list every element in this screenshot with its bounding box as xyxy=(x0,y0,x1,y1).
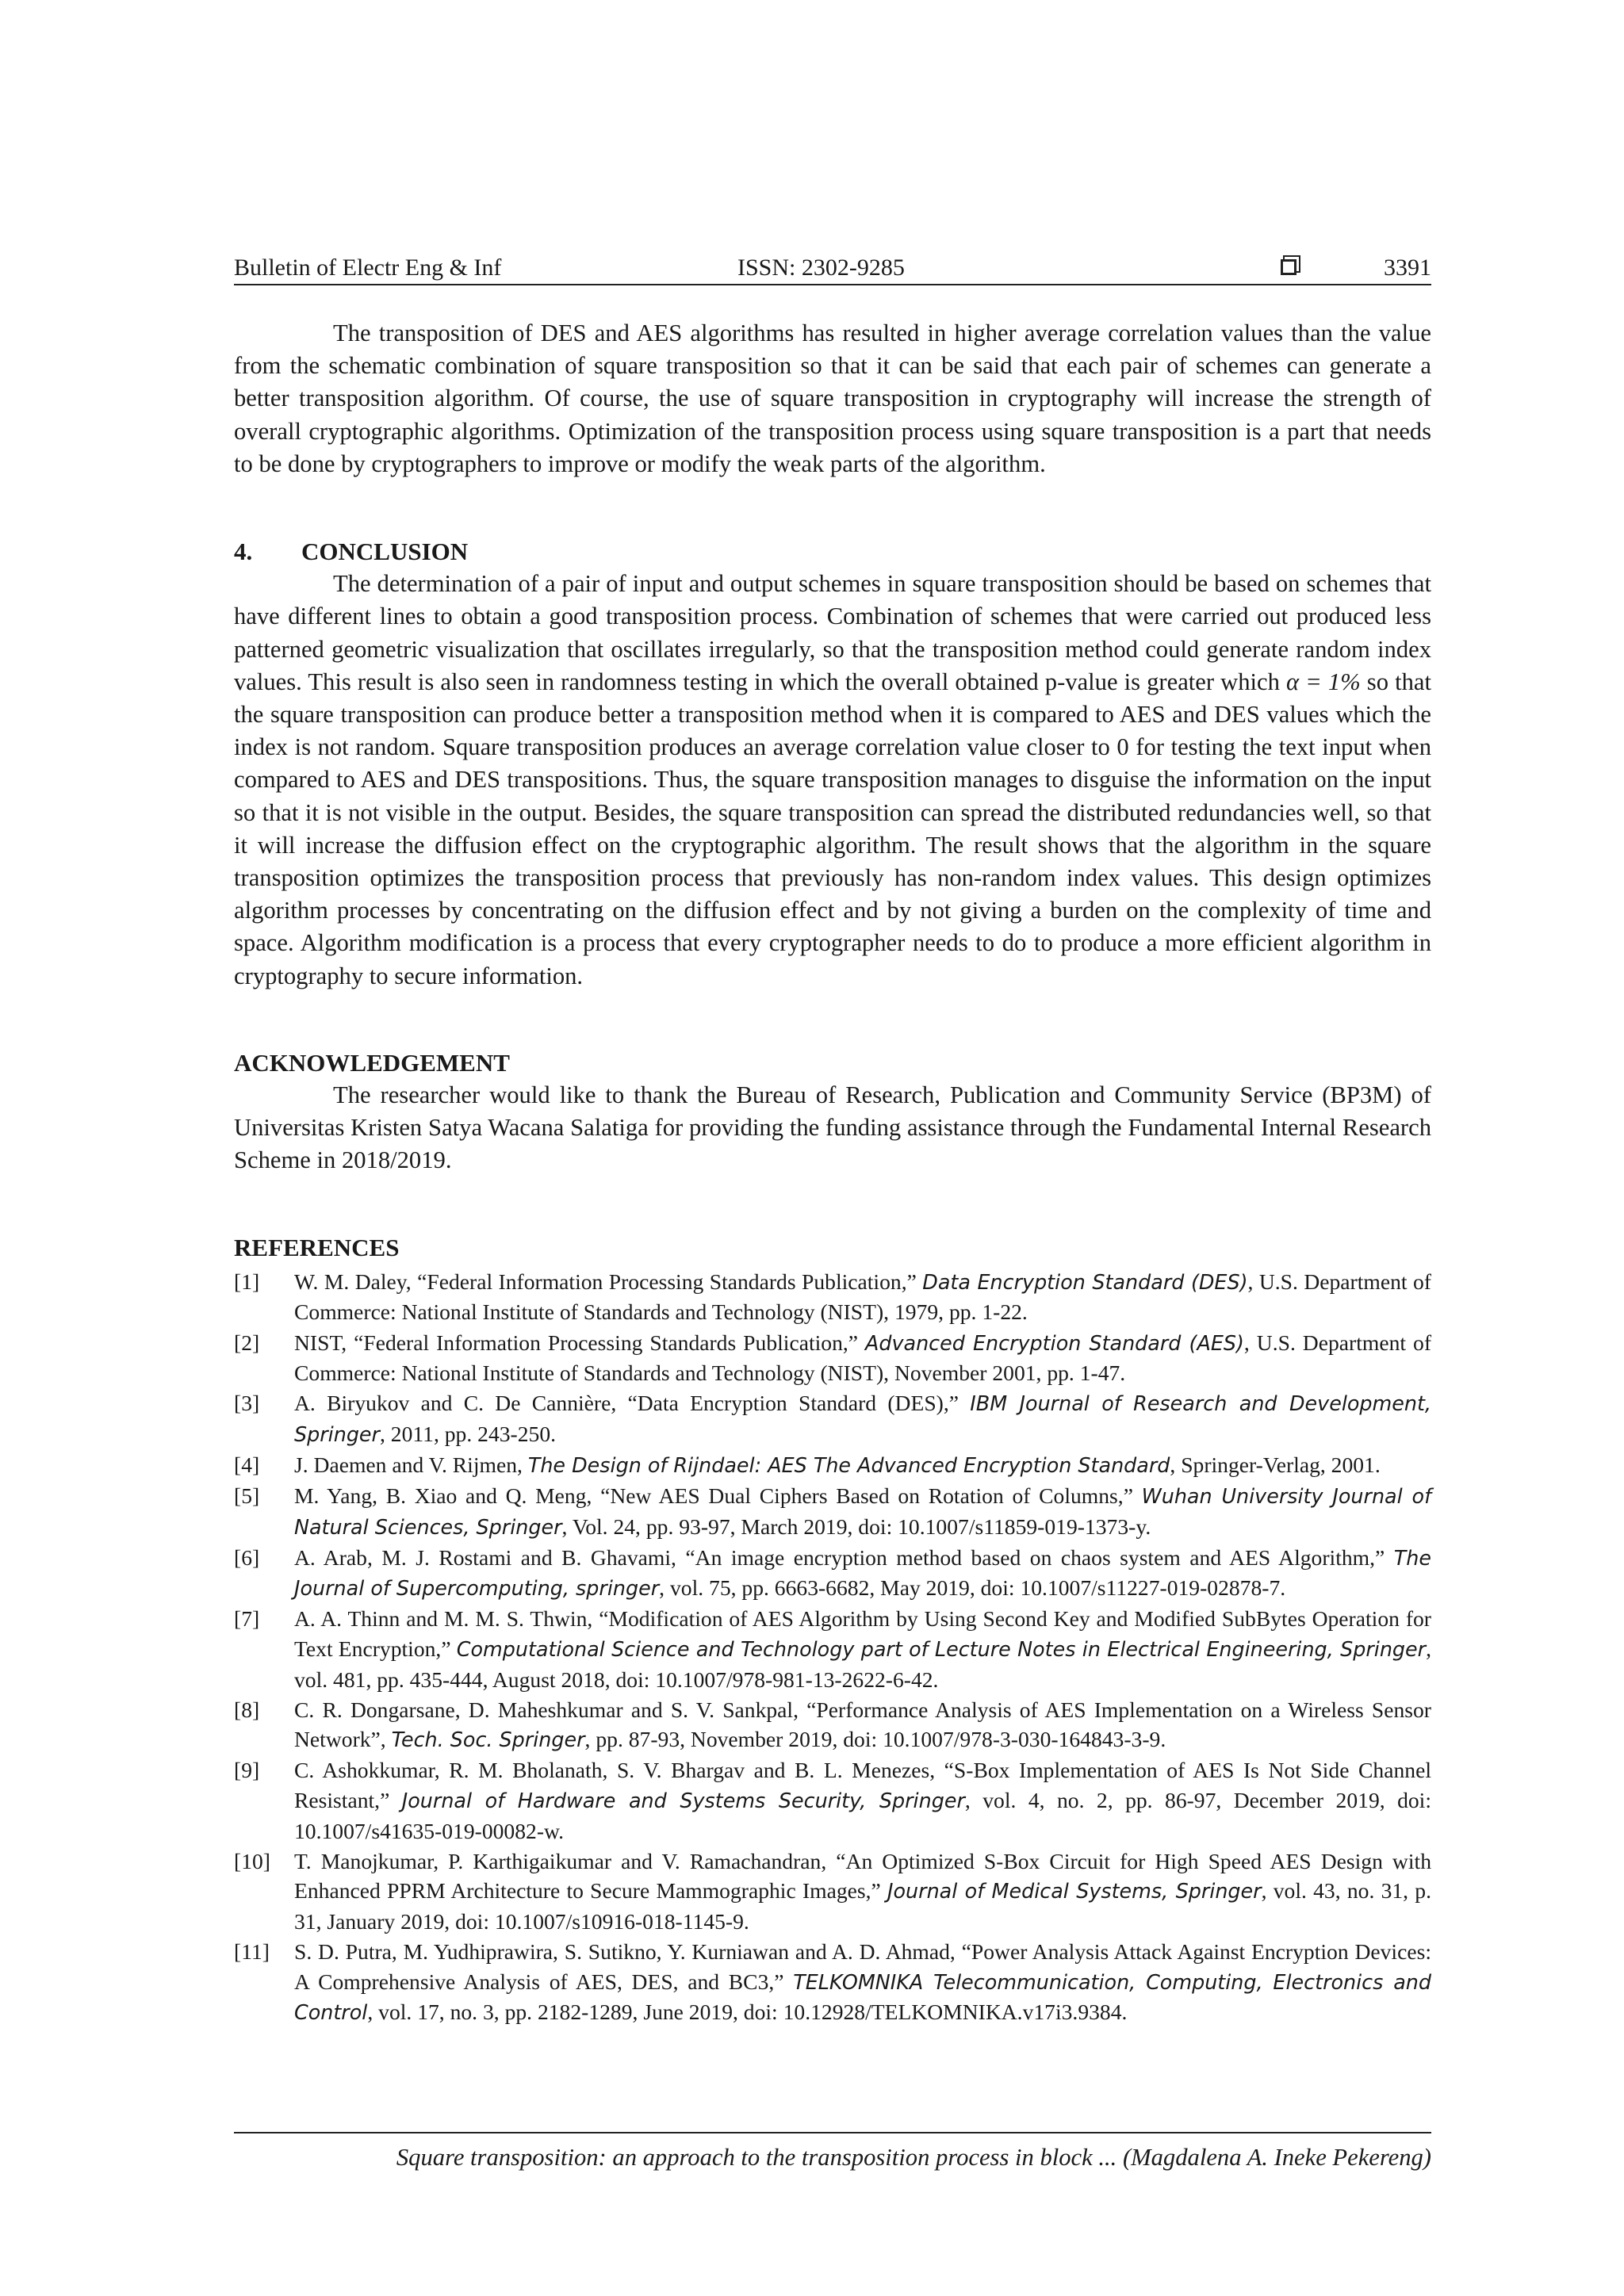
reference-venue: The Journal of Supercomputing, springer xyxy=(294,1545,1431,1601)
reference-venue: Computational Science and Technology part of Lecture Notes in Electrical Engineering, Springer xyxy=(456,1637,1427,1661)
reference-label: [8] xyxy=(234,1697,260,1722)
reference-details: , U.S. Department of Commerce: National Institute of Standards and Technology (NIST), 1979, pp. 1-22. xyxy=(294,1269,1431,1325)
square-box-icon xyxy=(1281,259,1297,275)
acknowledgement-paragraph: The researcher would like to thank the Bureau of Research, Publication and Community Service (BP3M) of Universitas Kristen Satya Wacana Salatiga for providing the funding assistance through the Fundamental Internal Research Scheme in 2018/2019. xyxy=(234,1081,1431,1174)
reference-authors-title: S. D. Putra, M. Yudhiprawira, S. Sutikno, Y. Kurniawan and A. D. Ahmad, “Power Analysis Attack Against Encryption Devices: A Comprehensive Analysis of AES, DES, and BC3,” xyxy=(294,1938,1431,1994)
reference-item xyxy=(234,1846,1431,1937)
page-body xyxy=(234,252,1431,2028)
section-heading-acknowledgement: ACKNOWLEDGEMENT xyxy=(234,1048,510,1077)
reference-label: [3] xyxy=(234,1391,260,1416)
reference-item xyxy=(234,1755,1431,1846)
reference-authors-title: W. M. Daley, “Federal Information Processing Standards Publication,” xyxy=(294,1269,923,1294)
reference-details: , vol. 43, no. 31, p. 31, January 2019, doi: 10.1007/s10916-018-1145-9. xyxy=(294,1878,1431,1934)
section-heading-references: REFERENCES xyxy=(234,1233,400,1261)
reference-details: , Springer-Verlag, 2001. xyxy=(1170,1452,1381,1477)
reference-details: , pp. 87-93, November 2019, doi: 10.1007/978-3-030-164843-3-9. xyxy=(584,1727,1166,1752)
reference-details: , U.S. Department of Commerce: National Institute of Standards and Technology (NIST), November 2001, pp. 1-47. xyxy=(294,1330,1432,1386)
reference-label: [5] xyxy=(234,1483,260,1509)
reference-details: , vol. 75, pp. 6663-6682, May 2019, doi: 10.1007/s11227-019-02878-7. xyxy=(659,1575,1286,1601)
reference-authors-title: T. Manojkumar, P. Karthigaikumar and V. Ramachandran, “An Optimized S-Box Circuit for High Speed AES Design with Enhanced PPRM Architecture to Secure Mammographic Images,” xyxy=(294,1848,1431,1904)
page-number: 3391 xyxy=(1384,254,1431,281)
reference-label: [7] xyxy=(234,1606,260,1632)
reference-label: [1] xyxy=(234,1269,260,1294)
reference-details: , Vol. 24, pp. 93-97, March 2019, doi: 10.1007/s11859-019-1373-y. xyxy=(561,1513,1151,1539)
reference-venue: Data Encryption Standard (DES) xyxy=(922,1269,1248,1294)
reference-authors-title: A. Biryukov and C. De Cannière, “Data Encryption Standard (DES),” xyxy=(294,1391,971,1416)
reference-venue: Journal of Hardware and Systems Security, Springer xyxy=(401,1788,965,1812)
reference-details: , vol. 481, pp. 435-444, August 2018, doi: 10.1007/978-981-13-2622-6-42. xyxy=(294,1636,1431,1692)
reference-item xyxy=(234,1328,1431,1388)
intro-paragraph: The transposition of DES and AES algorithms has resulted in higher average correlation values than the value from the schematic combination of square transposition so that it can be said that each pair of schemes can generate a better transposition algorithm. Of course, the use of square transposition in cryptography will increase the strength of overall cryptographic algorithms. Optimization of the transposition process using square transposition is a part that needs to be done by cryptographers to improve or modify the weak parts of the algorithm. xyxy=(234,320,1431,477)
reference-authors-title: M. Yang, B. Xiao and Q. Meng, “New AES Dual Ciphers Based on Rotation of Columns,” xyxy=(294,1483,1142,1509)
reference-item xyxy=(234,1481,1431,1542)
section-number: 4. xyxy=(234,538,253,566)
reference-label: [2] xyxy=(234,1330,260,1355)
reference-details: , 2011, pp. 243-250. xyxy=(380,1421,557,1446)
reference-item xyxy=(234,1267,1431,1327)
reference-item xyxy=(234,1543,1431,1604)
reference-venue: The Design of Rijndael: AES The Advanced Encryption Standard xyxy=(527,1452,1170,1477)
journal-name: Bulletin of Electr Eng & Inf xyxy=(234,254,502,281)
reference-item xyxy=(234,1695,1431,1755)
section-heading-conclusion xyxy=(234,535,1431,568)
reference-authors-title: A. Arab, M. J. Rostami and B. Ghavami, “An image encryption method based on chaos system and AES Algorithm,” xyxy=(294,1544,1394,1570)
reference-authors-title: NIST, “Federal Information Processing Standards Publication,” xyxy=(294,1330,865,1355)
reference-label: [10] xyxy=(234,1848,270,1873)
reference-details: , vol. 17, no. 3, pp. 2182-1289, June 2019, doi: 10.12928/TELKOMNIKA.v17i3.9384. xyxy=(367,1999,1128,2025)
reference-venue: Wuhan University Journal of Natural Sciences, Springer xyxy=(294,1484,1432,1539)
conclusion-text-1: The determination of a pair of input and output schemes in square transposition should be based on schemes that have different lines to obtain a good transposition process. Combination of schemes that were carried out produced less patterned geometric visualization that oscillates irregularly, so that the transposition method could generate random index values. This result is also seen in randomness testing in which the overall obtained p-value is greater which xyxy=(234,570,1431,695)
reference-venue: Journal of Medical Systems, Springer xyxy=(887,1879,1262,1904)
reference-authors-title: J. Daemen and V. Rijmen, xyxy=(294,1452,528,1477)
reference-venue: Tech. Soc. Springer xyxy=(391,1728,585,1752)
reference-venue: TELKOMNIKA Telecommunication, Computing, Electronics and Control xyxy=(294,1969,1431,2025)
reference-venue: Advanced Encryption Standard (AES) xyxy=(865,1330,1244,1355)
reference-label: [6] xyxy=(234,1544,260,1570)
reference-item xyxy=(234,1604,1431,1694)
reference-authors-title: A. A. Thinn and M. M. S. Thwin, “Modification of AES Algorithm by Using Second Key and Modified SubBytes Operation for Text Encryption,” xyxy=(294,1606,1431,1661)
conclusion-text-2: so that the square transposition can produce better a transposition method when it is compared to AES and DES values which the index is not random. Square transposition produces an average correlation value closer to 0 for testing the text input when compared to AES and DES transpositions. Thus, the square transposition manages to disguise the information on the input so that it is not visible in the output. Besides, the square transposition can spread the distributed redundancies well, so that it will increase the diffusion effect on the cryptographic algorithm. The result shows that the algorithm in the square transposition optimizes the transposition process that previously has non-random index values. This design optimizes algorithm processes by concentrating on the diffusion effect and by not giving a burden on the complexity of time and space. Algorithm modification is a process that every cryptographer needs to do to produce a more efficient algorithm in cryptography to secure information. xyxy=(234,668,1431,989)
running-footer: Square transposition: an approach to the transposition process in block ... (Magdalena A. Ineke Pekereng) xyxy=(234,2132,1431,2174)
reference-item xyxy=(234,1388,1431,1449)
section-title: CONCLUSION xyxy=(301,538,469,566)
reference-authors-title: C. R. Dongarsane, D. Maheshkumar and S. V. Sankpal, “Performance Analysis of AES Implementation on a Wireless Sensor Network”, xyxy=(294,1697,1431,1752)
reference-item xyxy=(234,1937,1431,2028)
reference-list xyxy=(234,1267,1431,2028)
issn: ISSN: 2302-9285 xyxy=(737,254,905,281)
reference-details: , vol. 4, no. 2, pp. 86-97, December 2019, doi: 10.1007/s41635-019-00082-w. xyxy=(294,1787,1432,1843)
conclusion-paragraph xyxy=(234,568,1431,993)
reference-venue: IBM Journal of Research and Development, Springer xyxy=(294,1391,1431,1446)
reference-authors-title: C. Ashokkumar, R. M. Bholanath, S. V. Bhargav and B. L. Menezes, “S-Box Implementation of AES Is Not Side Channel Resistant,” xyxy=(294,1758,1431,1812)
reference-label: [4] xyxy=(234,1452,260,1477)
reference-label: [11] xyxy=(234,1938,270,1964)
running-header xyxy=(234,252,1431,285)
alpha-equation: α = 1% xyxy=(1286,668,1361,695)
reference-label: [9] xyxy=(234,1758,260,1783)
reference-item xyxy=(234,1450,1431,1481)
